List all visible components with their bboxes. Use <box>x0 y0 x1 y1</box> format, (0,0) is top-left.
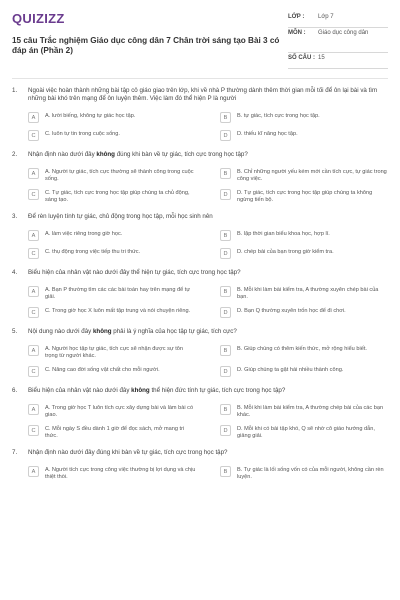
option-c[interactable] <box>28 365 196 378</box>
question-header <box>12 387 388 395</box>
option-letter: D <box>220 307 231 318</box>
option-text: C. Tự giác, tích cực trong học tập giúp chúng ta chủ động, sáng tạo. <box>45 190 190 203</box>
option-text: D. thiếu kĩ năng học tập. <box>237 131 298 137</box>
option-a[interactable] <box>28 111 196 124</box>
question-header <box>12 449 388 457</box>
question-text-pre: Nội dung nào dưới đây <box>28 328 93 335</box>
option-text: A. Người tích cực trong công việc thường bị lợi dụng và chịu thiệt thòi. <box>45 467 196 480</box>
question-text-post: thể hiện đức tính tự giác, tích cực trong học tập? <box>149 387 286 394</box>
option-letter: B <box>220 345 231 356</box>
option-a[interactable] <box>28 229 196 242</box>
option-text: D. Bạn Q thường xuyên trốn học để đi chơi. <box>237 308 346 314</box>
option-text: A. Trong giờ học T luôn tích cực xây dựng bài và làm bài có giao. <box>45 405 194 418</box>
option-letter: D <box>220 189 231 200</box>
option-text: D. Mỗi khi có bài tập khó, Q sẽ nhờ cô giáo hướng dẫn, giảng giải. <box>237 426 375 439</box>
option-letter: B <box>220 230 231 241</box>
option-grid <box>28 403 388 440</box>
meta-subject-row <box>288 28 388 53</box>
option-b[interactable] <box>220 111 388 124</box>
question-text-pre: Nhận định nào dưới đây <box>28 151 97 158</box>
question-text-post: phải là ý nghĩa của học tập tự giác, tích cực? <box>111 328 237 335</box>
question-text-emphasis: không <box>92 328 112 335</box>
option-text: D. Giúp chúng ta gặt hái nhiều thành công. <box>237 367 344 373</box>
option-letter: C <box>28 130 39 141</box>
option-letter: A <box>28 112 39 123</box>
option-text: B. tự giác, tích cực trong học tập. <box>237 113 320 119</box>
question-item <box>12 151 388 204</box>
option-text: A. làm việc riêng trong giờ học. <box>45 231 123 237</box>
question-text: Nhận định nào dưới đây đúng khi bàn về tự giác, tích cực trong học tập? <box>28 449 228 456</box>
option-grid <box>28 344 388 378</box>
question-item <box>12 449 388 481</box>
meta-box <box>288 12 388 69</box>
option-letter: A <box>28 286 39 297</box>
option-letter: B <box>220 168 231 179</box>
option-a[interactable] <box>28 344 196 360</box>
question-header <box>12 151 388 159</box>
option-c[interactable] <box>28 247 196 260</box>
question-item <box>12 269 388 319</box>
option-text: B. Chỉ những người yếu kém mới cần tích cực, tự giác trong công việc. <box>237 169 387 182</box>
question-number: 4. <box>12 269 18 276</box>
option-b[interactable] <box>220 403 388 419</box>
option-c[interactable] <box>28 188 196 204</box>
question-header <box>12 213 388 221</box>
option-text: D. Tự giác, tích cực trong học tập giúp chúng ta không ngừng tiến bộ. <box>237 190 373 203</box>
option-letter: D <box>220 130 231 141</box>
question-header <box>12 269 388 277</box>
meta-subject-label: MÔN : <box>288 30 306 36</box>
option-letter: C <box>28 248 39 259</box>
question-text-emphasis: không <box>131 387 150 394</box>
option-letter: B <box>220 286 231 297</box>
question-item <box>12 213 388 260</box>
question-number: 1. <box>12 87 18 94</box>
option-a[interactable] <box>28 167 196 183</box>
option-grid <box>28 465 388 481</box>
option-text: A. Người học tập tự giác, tích cực sẽ nhận được sự tôn trọng từ người khác. <box>45 346 183 359</box>
option-letter: C <box>28 307 39 318</box>
worksheet-header <box>12 10 388 72</box>
option-b[interactable] <box>220 465 388 481</box>
option-letter: B <box>220 112 231 123</box>
option-letter: D <box>220 366 231 377</box>
option-letter: D <box>220 425 231 436</box>
header-divider <box>12 78 388 79</box>
option-a[interactable] <box>28 403 196 419</box>
option-b[interactable] <box>220 229 388 242</box>
option-c[interactable] <box>28 306 196 319</box>
option-grid <box>28 229 388 260</box>
option-text: B. Tự giác là lối sống vốn có của mỗi người, không cần rèn luyện. <box>237 467 384 480</box>
question-text-emphasis: không <box>96 151 115 158</box>
option-b[interactable] <box>220 344 388 360</box>
option-letter: A <box>28 168 39 179</box>
option-b[interactable] <box>220 285 388 301</box>
question-number: 2. <box>12 151 18 158</box>
question-text: Để rèn luyện tính tự giác, chủ động trong học tập, mỗi học sinh nên <box>28 213 213 220</box>
option-d[interactable] <box>220 424 388 440</box>
question-number: 3. <box>12 213 18 220</box>
option-letter: C <box>28 425 39 436</box>
question-text-pre: Biểu hiện của nhân vật nào dưới đây <box>28 387 132 394</box>
option-a[interactable] <box>28 465 196 481</box>
meta-class-row <box>288 12 388 28</box>
option-a[interactable] <box>28 285 196 301</box>
question-text <box>28 387 388 395</box>
question-item <box>12 387 388 440</box>
option-text: B. Mỗi khi làm bài kiểm tra, A thường xuyên chép bài của bạn. <box>237 287 379 300</box>
question-text <box>28 328 388 336</box>
question-text: Ngoài việc hoàn thành những bài tập cô giáo giao trên lớp, khi về nhà P thường dành thêm thời gian mỗi tối để ôn lại bài và tìm những bài khó trên mạng để ôn luyện thêm. Việc làm đó thể hiện P là người <box>28 87 378 102</box>
option-text: C. thụ động trong việc tiếp thu tri thức. <box>45 249 141 255</box>
option-b[interactable] <box>220 167 388 183</box>
meta-subject-value: Giáo dục công dân <box>318 30 369 36</box>
option-letter: A <box>28 345 39 356</box>
option-letter: C <box>28 189 39 200</box>
option-d[interactable] <box>220 129 388 142</box>
meta-count-value: 15 <box>318 55 325 61</box>
option-c[interactable] <box>28 424 196 440</box>
option-c[interactable] <box>28 129 196 142</box>
question-header <box>12 87 388 103</box>
question-text-post: đúng khi bàn về tự giác, tích cực trong học tập? <box>114 151 248 158</box>
option-letter: B <box>220 466 231 477</box>
question-list <box>12 87 388 481</box>
option-text: D. chép bài của bạn trong giờ kiểm tra. <box>237 249 334 255</box>
option-d[interactable] <box>220 188 388 204</box>
option-letter: B <box>220 404 231 415</box>
option-letter: D <box>220 248 231 259</box>
worksheet-title: 15 câu Trắc nghiệm Giáo dục công dân 7 Chân trời sáng tạo Bài 3 có đáp án (Phần 2) <box>12 36 280 55</box>
option-text: B. lập thời gian biểu khoa học, hợp lí. <box>237 231 330 237</box>
option-text: C. Mỗi ngày S đều dành 1 giờ để đọc sách, mở mang tri thức. <box>45 426 185 439</box>
question-number: 5. <box>12 328 18 335</box>
question-header <box>12 328 388 336</box>
question-item <box>12 328 388 378</box>
option-text: A. Bạn P thường tìm các các bài toán hay trên mạng để tự giải. <box>45 287 191 300</box>
question-number: 7. <box>12 449 18 456</box>
quizizz-logo: QUIZIZZ <box>12 11 65 26</box>
option-text: C. Nâng cao đời sống vật chất cho mỗi người. <box>45 367 160 373</box>
question-text <box>28 151 388 159</box>
option-text: A. Người tự giác, tích cực thường sẽ thành công trong cuộc sống. <box>45 169 194 182</box>
header-left <box>12 10 284 56</box>
meta-class-label: LỚP : <box>288 14 305 20</box>
option-letter: A <box>28 404 39 415</box>
option-d[interactable] <box>220 306 388 319</box>
question-item <box>12 87 388 142</box>
option-text: B. Mỗi khi làm bài kiểm tra, A thường chép bài của các bạn khác. <box>237 405 384 418</box>
option-text: A. lười biếng, không tự giác học tập. <box>45 113 136 119</box>
option-text: C. luôn tự tin trong cuộc sống. <box>45 131 120 137</box>
option-letter: A <box>28 230 39 241</box>
question-number: 6. <box>12 387 18 394</box>
option-text: C. Trong giờ học X luôn mất tập trung và nói chuyện riêng. <box>45 308 191 314</box>
option-letter: C <box>28 366 39 377</box>
meta-count-label: SỐ CÂU : <box>288 55 315 61</box>
option-grid <box>28 285 388 319</box>
option-d[interactable] <box>220 365 388 378</box>
option-d[interactable] <box>220 247 388 260</box>
option-grid <box>28 111 388 142</box>
meta-count-row <box>288 53 388 69</box>
meta-class-value: Lớp 7 <box>318 14 334 20</box>
option-text: B. Giúp chúng có thêm kiến thức, mở rộng hiểu biết. <box>237 346 367 352</box>
option-letter: A <box>28 466 39 477</box>
option-grid <box>28 167 388 204</box>
question-text: Biểu hiện của nhân vật nào dưới đây thể hiện tự giác, tích cực trong học tập? <box>28 269 241 276</box>
